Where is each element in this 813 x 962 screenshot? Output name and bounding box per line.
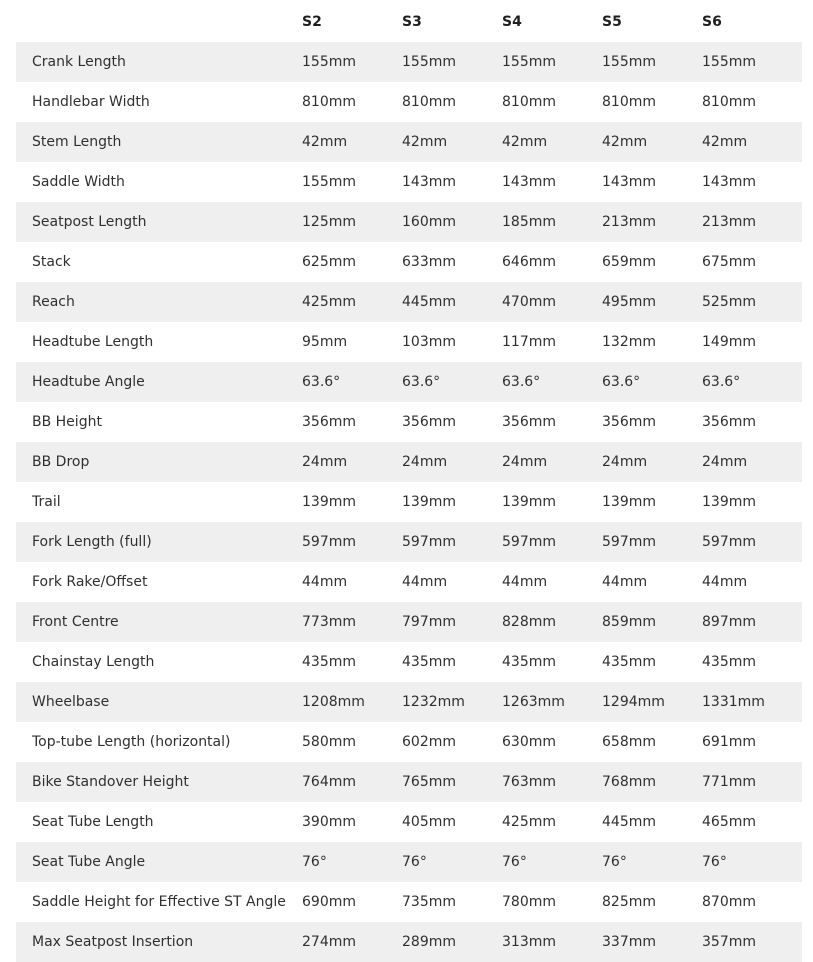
value-cell-s6: 155mm xyxy=(702,54,756,70)
row-label: Saddle Width xyxy=(32,174,125,190)
value-cell-s4: 356mm xyxy=(502,414,556,430)
value-cell-s4: 63.6° xyxy=(502,374,541,390)
value-cell-s2: 625mm xyxy=(302,254,356,270)
table-row xyxy=(16,922,802,962)
row-label: Fork Length (full) xyxy=(32,534,152,550)
value-cell-s5: 143mm xyxy=(602,174,656,190)
table-row xyxy=(16,522,802,562)
value-cell-s4: 42mm xyxy=(502,134,548,150)
value-cell-s3: 155mm xyxy=(402,54,456,70)
header-row xyxy=(16,2,802,42)
table-row xyxy=(16,802,802,842)
value-cell-s5: 337mm xyxy=(602,934,656,950)
table-row xyxy=(16,682,802,722)
value-cell-s6: 24mm xyxy=(702,454,748,470)
value-cell-s3: 735mm xyxy=(402,894,456,910)
row-label: Top-tube Length (horizontal) xyxy=(32,734,231,750)
row-label: BB Height xyxy=(32,414,102,430)
value-cell-s5: 356mm xyxy=(602,414,656,430)
value-cell-s3: 160mm xyxy=(402,214,456,230)
value-cell-s3: 435mm xyxy=(402,654,456,670)
value-cell-s3: 597mm xyxy=(402,534,456,550)
value-cell-s5: 42mm xyxy=(602,134,648,150)
value-cell-s5: 213mm xyxy=(602,214,656,230)
value-cell-s2: 139mm xyxy=(302,494,356,510)
table-row xyxy=(16,282,802,322)
row-label: Seatpost Length xyxy=(32,214,147,230)
value-cell-s6: 897mm xyxy=(702,614,756,630)
value-cell-s4: 828mm xyxy=(502,614,556,630)
table-row xyxy=(16,842,802,882)
value-cell-s6: 691mm xyxy=(702,734,756,750)
value-cell-s6: 525mm xyxy=(702,294,756,310)
row-label: Stack xyxy=(32,254,71,270)
value-cell-s3: 405mm xyxy=(402,814,456,830)
row-label: Headtube Length xyxy=(32,334,154,350)
value-cell-s4: 313mm xyxy=(502,934,556,950)
value-cell-s4: 780mm xyxy=(502,894,556,910)
value-cell-s5: 155mm xyxy=(602,54,656,70)
row-label: Seat Tube Angle xyxy=(32,854,146,870)
value-cell-s2: 690mm xyxy=(302,894,356,910)
value-cell-s2: 597mm xyxy=(302,534,356,550)
table-row xyxy=(16,562,802,602)
table-row xyxy=(16,722,802,762)
value-cell-s6: 213mm xyxy=(702,214,756,230)
row-label: Fork Rake/Offset xyxy=(32,574,148,590)
value-cell-s3: 76° xyxy=(402,854,427,870)
value-cell-s4: 1263mm xyxy=(502,694,565,710)
value-cell-s2: 435mm xyxy=(302,654,356,670)
table-row xyxy=(16,602,802,642)
value-cell-s3: 63.6° xyxy=(402,374,441,390)
value-cell-s4: 646mm xyxy=(502,254,556,270)
value-cell-s3: 356mm xyxy=(402,414,456,430)
value-cell-s6: 139mm xyxy=(702,494,756,510)
value-cell-s5: 859mm xyxy=(602,614,656,630)
value-cell-s5: 445mm xyxy=(602,814,656,830)
value-cell-s5: 132mm xyxy=(602,334,656,350)
value-cell-s5: 435mm xyxy=(602,654,656,670)
value-cell-s2: 274mm xyxy=(302,934,356,950)
value-cell-s4: 44mm xyxy=(502,574,548,590)
value-cell-s5: 76° xyxy=(602,854,627,870)
table-row xyxy=(16,442,802,482)
size-header-s5: S5 xyxy=(602,14,622,30)
value-cell-s2: 155mm xyxy=(302,174,356,190)
value-cell-s4: 24mm xyxy=(502,454,548,470)
table-row xyxy=(16,162,802,202)
value-cell-s4: 763mm xyxy=(502,774,556,790)
value-cell-s5: 1294mm xyxy=(602,694,665,710)
value-cell-s3: 445mm xyxy=(402,294,456,310)
value-cell-s4: 810mm xyxy=(502,94,556,110)
value-cell-s3: 633mm xyxy=(402,254,456,270)
row-label: Max Seatpost Insertion xyxy=(32,934,194,950)
value-cell-s3: 42mm xyxy=(402,134,448,150)
value-cell-s3: 103mm xyxy=(402,334,456,350)
value-cell-s6: 1331mm xyxy=(702,694,765,710)
value-cell-s3: 44mm xyxy=(402,574,448,590)
value-cell-s6: 143mm xyxy=(702,174,756,190)
table-row xyxy=(16,242,802,282)
table-row xyxy=(16,882,802,922)
value-cell-s3: 139mm xyxy=(402,494,456,510)
value-cell-s5: 44mm xyxy=(602,574,648,590)
table-row xyxy=(16,482,802,522)
value-cell-s6: 597mm xyxy=(702,534,756,550)
table-row xyxy=(16,202,802,242)
value-cell-s4: 435mm xyxy=(502,654,556,670)
value-cell-s2: 24mm xyxy=(302,454,348,470)
row-label: Trail xyxy=(32,494,61,510)
value-cell-s5: 139mm xyxy=(602,494,656,510)
row-label: Bike Standover Height xyxy=(32,774,189,790)
header-label-cell xyxy=(16,2,302,42)
value-cell-s2: 356mm xyxy=(302,414,356,430)
value-cell-s4: 470mm xyxy=(502,294,556,310)
table-row xyxy=(16,42,802,82)
table-body xyxy=(16,42,802,962)
value-cell-s4: 185mm xyxy=(502,214,556,230)
value-cell-s4: 155mm xyxy=(502,54,556,70)
geometry-table xyxy=(16,2,802,962)
value-cell-s2: 44mm xyxy=(302,574,348,590)
value-cell-s2: 76° xyxy=(302,854,327,870)
value-cell-s2: 390mm xyxy=(302,814,356,830)
value-cell-s5: 495mm xyxy=(602,294,656,310)
row-label: Front Centre xyxy=(32,614,119,630)
value-cell-s6: 76° xyxy=(702,854,727,870)
value-cell-s4: 143mm xyxy=(502,174,556,190)
value-cell-s2: 425mm xyxy=(302,294,356,310)
value-cell-s5: 24mm xyxy=(602,454,648,470)
value-cell-s5: 659mm xyxy=(602,254,656,270)
value-cell-s2: 1208mm xyxy=(302,694,365,710)
table-header xyxy=(16,2,802,42)
row-label: Wheelbase xyxy=(32,694,110,710)
size-header-s2: S2 xyxy=(302,14,322,30)
value-cell-s6: 44mm xyxy=(702,574,748,590)
value-cell-s2: 810mm xyxy=(302,94,356,110)
table-row xyxy=(16,762,802,802)
value-cell-s4: 597mm xyxy=(502,534,556,550)
value-cell-s5: 810mm xyxy=(602,94,656,110)
value-cell-s5: 658mm xyxy=(602,734,656,750)
value-cell-s3: 143mm xyxy=(402,174,456,190)
value-cell-s5: 825mm xyxy=(602,894,656,910)
value-cell-s6: 356mm xyxy=(702,414,756,430)
value-cell-s4: 76° xyxy=(502,854,527,870)
value-cell-s6: 771mm xyxy=(702,774,756,790)
value-cell-s6: 149mm xyxy=(702,334,756,350)
row-label: Seat Tube Length xyxy=(32,814,154,830)
size-header-s3: S3 xyxy=(402,14,422,30)
value-cell-s3: 765mm xyxy=(402,774,456,790)
value-cell-s3: 797mm xyxy=(402,614,456,630)
value-cell-s2: 125mm xyxy=(302,214,356,230)
value-cell-s2: 155mm xyxy=(302,54,356,70)
value-cell-s6: 810mm xyxy=(702,94,756,110)
row-label: Crank Length xyxy=(32,54,126,70)
size-header-s6: S6 xyxy=(702,14,722,30)
value-cell-s4: 630mm xyxy=(502,734,556,750)
value-cell-s6: 357mm xyxy=(702,934,756,950)
size-header-s4: S4 xyxy=(502,14,522,30)
value-cell-s5: 768mm xyxy=(602,774,656,790)
value-cell-s4: 425mm xyxy=(502,814,556,830)
table-row xyxy=(16,82,802,122)
row-label: BB Drop xyxy=(32,454,90,470)
value-cell-s4: 117mm xyxy=(502,334,556,350)
table-row xyxy=(16,402,802,442)
value-cell-s6: 465mm xyxy=(702,814,756,830)
value-cell-s3: 1232mm xyxy=(402,694,465,710)
value-cell-s2: 63.6° xyxy=(302,374,341,390)
table-row xyxy=(16,362,802,402)
value-cell-s3: 24mm xyxy=(402,454,448,470)
value-cell-s6: 870mm xyxy=(702,894,756,910)
table-row xyxy=(16,122,802,162)
row-label: Chainstay Length xyxy=(32,654,155,670)
value-cell-s6: 675mm xyxy=(702,254,756,270)
table-row xyxy=(16,322,802,362)
value-cell-s2: 764mm xyxy=(302,774,356,790)
value-cell-s2: 580mm xyxy=(302,734,356,750)
row-label: Headtube Angle xyxy=(32,374,145,390)
row-label: Stem Length xyxy=(32,134,122,150)
value-cell-s3: 289mm xyxy=(402,934,456,950)
value-cell-s6: 42mm xyxy=(702,134,748,150)
row-label: Saddle Height for Effective ST Angle xyxy=(32,894,286,910)
value-cell-s4: 139mm xyxy=(502,494,556,510)
value-cell-s3: 602mm xyxy=(402,734,456,750)
row-label: Handlebar Width xyxy=(32,94,150,110)
value-cell-s6: 63.6° xyxy=(702,374,741,390)
value-cell-s5: 597mm xyxy=(602,534,656,550)
value-cell-s2: 773mm xyxy=(302,614,356,630)
value-cell-s6: 435mm xyxy=(702,654,756,670)
value-cell-s5: 63.6° xyxy=(602,374,641,390)
value-cell-s3: 810mm xyxy=(402,94,456,110)
row-label: Reach xyxy=(32,294,75,310)
value-cell-s2: 95mm xyxy=(302,334,348,350)
table-row xyxy=(16,642,802,682)
value-cell-s2: 42mm xyxy=(302,134,348,150)
